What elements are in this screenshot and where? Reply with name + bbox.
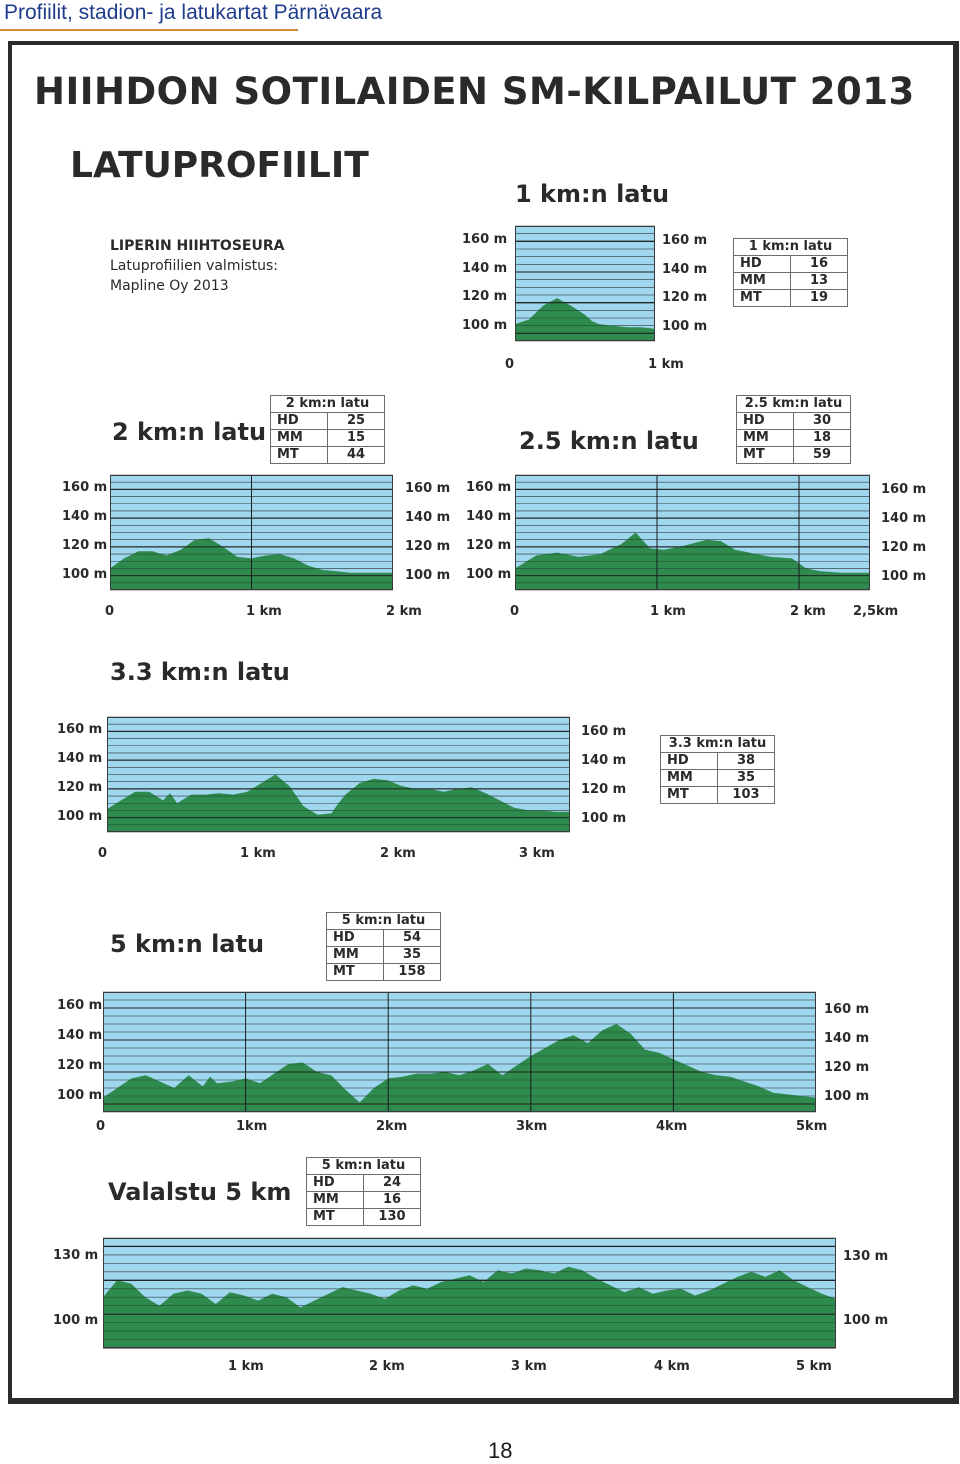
y-tick-label-right: 140 m <box>662 261 708 277</box>
stats-row <box>327 964 441 981</box>
y-tick-label-right: 100 m <box>881 569 927 584</box>
stats-value: 103 <box>718 787 775 804</box>
y-tick-label-right: 130 m <box>843 1249 889 1264</box>
x-tick-label: 2 km <box>380 846 416 861</box>
document-title: Profiilit, stadion- ja latukartat Pärnävaara <box>4 1 383 24</box>
y-tick-label-left: 120 m <box>57 1058 103 1073</box>
stats-key: MM <box>661 770 718 787</box>
x-tick-label: 3 km <box>519 846 555 861</box>
elevation-plot <box>103 1238 836 1348</box>
x-tick-label: 0 <box>505 357 515 372</box>
elevation-plot <box>103 992 816 1112</box>
stats-row <box>737 430 851 447</box>
stats-header: 1 km:n latu <box>734 239 848 256</box>
stats-value: 30 <box>794 413 851 430</box>
y-tick-label-left: 100 m <box>62 567 108 582</box>
elevation-plot <box>110 475 393 590</box>
x-tick-label: 3km <box>516 1119 548 1134</box>
stats-row <box>307 1192 421 1209</box>
x-tick-label: 1 km <box>648 357 684 372</box>
stats-row <box>327 947 441 964</box>
stats-key: HD <box>307 1175 364 1192</box>
y-tick-label-left: 160 m <box>57 722 103 737</box>
stats-row <box>661 770 775 787</box>
stats-row <box>661 753 775 770</box>
credits-org: LIPERIN HIIHTOSEURA <box>110 238 285 254</box>
header-underline <box>0 29 298 31</box>
stats-row <box>271 447 385 464</box>
stats-value: 54 <box>384 930 441 947</box>
y-tick-label-left: 120 m <box>57 780 103 795</box>
y-tick-label-right: 160 m <box>824 1002 870 1017</box>
stats-row <box>271 430 385 447</box>
x-tick-label: 2 km <box>369 1359 405 1374</box>
stats-key: MT <box>734 290 791 307</box>
y-tick-label-left: 100 m <box>466 567 512 582</box>
stats-table <box>660 735 775 804</box>
stats-value: 16 <box>791 256 848 273</box>
stats-key: MM <box>737 430 794 447</box>
elevation-plot <box>107 717 570 832</box>
stats-row <box>271 413 385 430</box>
page-number: 18 <box>488 1438 513 1463</box>
stats-value: 158 <box>384 964 441 981</box>
x-tick-label: 2 km <box>790 604 826 619</box>
y-tick-label-left: 100 m <box>57 809 103 824</box>
elevation-plot <box>515 226 655 341</box>
y-tick-label-right: 120 m <box>405 539 451 554</box>
x-tick-label: 1 km <box>246 604 282 619</box>
stats-header: 2 km:n latu <box>271 396 385 413</box>
stats-key: HD <box>734 256 791 273</box>
y-tick-label-left: 120 m <box>466 538 512 553</box>
stats-table <box>306 1157 421 1226</box>
stats-key: MM <box>734 273 791 290</box>
credits-block <box>110 236 284 296</box>
stats-value: 35 <box>718 770 775 787</box>
y-tick-label-left: 120 m <box>62 538 108 553</box>
stats-key: HD <box>737 413 794 430</box>
y-tick-label-left: 160 m <box>466 480 512 495</box>
y-tick-label-right: 160 m <box>405 481 451 496</box>
stats-row <box>734 256 848 273</box>
y-tick-label-left: 100 m <box>53 1313 99 1328</box>
stats-value: 18 <box>794 430 851 447</box>
stats-value: 44 <box>328 447 385 464</box>
stats-key: MT <box>327 964 384 981</box>
poster-subtitle: LATUPROFIILIT <box>70 145 369 186</box>
document-header <box>0 0 960 34</box>
stats-value: 59 <box>794 447 851 464</box>
stats-key: MT <box>271 447 328 464</box>
stats-value: 24 <box>364 1175 421 1192</box>
stats-key: HD <box>271 413 328 430</box>
y-tick-label-left: 130 m <box>53 1248 99 1263</box>
stats-row <box>661 787 775 804</box>
stats-row <box>307 1209 421 1226</box>
y-tick-label-left: 140 m <box>62 509 108 524</box>
x-tick-label: 5 km <box>796 1359 832 1374</box>
stats-key: HD <box>327 930 384 947</box>
y-tick-label-right: 140 m <box>581 753 627 768</box>
y-tick-label-right: 120 m <box>824 1060 870 1075</box>
stats-value: 15 <box>328 430 385 447</box>
stats-row <box>307 1175 421 1192</box>
stats-value: 35 <box>384 947 441 964</box>
track-title: 2 km:n latu <box>112 418 267 446</box>
credits-line-2: Mapline Oy 2013 <box>110 278 229 294</box>
x-tick-label: 0 <box>105 604 115 619</box>
y-tick-label-right: 160 m <box>581 724 627 739</box>
stats-row <box>737 413 851 430</box>
y-tick-label-left: 160 m <box>462 232 508 247</box>
y-tick-label-right: 100 m <box>581 811 627 826</box>
stats-value: 38 <box>718 753 775 770</box>
track-title: 5 km:n latu <box>110 930 265 958</box>
stats-value: 25 <box>328 413 385 430</box>
y-tick-label-left: 140 m <box>462 260 508 276</box>
track-title: 3.3 km:n latu <box>110 658 290 686</box>
stats-value: 19 <box>791 290 848 307</box>
stats-row <box>734 290 848 307</box>
y-tick-label-right: 160 m <box>881 482 927 497</box>
x-tick-label: 1 km <box>240 846 276 861</box>
stats-key: MM <box>271 430 328 447</box>
x-tick-label: 2km <box>376 1119 408 1134</box>
stats-header: 5 km:n latu <box>307 1158 421 1175</box>
x-tick-label: 4km <box>656 1119 688 1134</box>
elevation-plot <box>515 475 870 590</box>
y-tick-label-right: 140 m <box>881 511 927 526</box>
y-tick-label-right: 140 m <box>405 510 451 525</box>
stats-table <box>326 912 441 981</box>
y-tick-label-right: 120 m <box>581 782 627 797</box>
x-tick-label: 0 <box>510 604 520 619</box>
stats-row <box>327 930 441 947</box>
x-tick-label: 1 km <box>228 1359 264 1374</box>
stats-table <box>736 395 851 464</box>
x-tick-label: 1km <box>236 1119 268 1134</box>
stats-value: 13 <box>791 273 848 290</box>
credits-line-1: Latuprofiilien valmistus: <box>110 258 279 274</box>
stats-value: 130 <box>364 1209 421 1226</box>
stats-header: 3.3 km:n latu <box>661 736 775 753</box>
y-tick-label-left: 140 m <box>466 509 512 524</box>
poster-title: HIIHDON SOTILAIDEN SM-KILPAILUT 2013 <box>34 70 915 113</box>
track-title: Valalstu 5 km <box>108 1178 292 1206</box>
stats-key: MT <box>661 787 718 804</box>
y-tick-label-left: 120 m <box>462 289 508 304</box>
y-tick-label-right: 120 m <box>662 290 708 305</box>
x-tick-label: 4 km <box>654 1359 690 1374</box>
y-tick-label-right: 100 m <box>824 1089 870 1104</box>
stats-key: MM <box>327 947 384 964</box>
y-tick-label-left: 160 m <box>57 998 103 1013</box>
x-tick-label: 2,5km <box>853 604 899 619</box>
x-tick-label: 3 km <box>511 1359 547 1374</box>
y-tick-label-right: 100 m <box>405 568 451 583</box>
y-tick-label-right: 120 m <box>881 540 927 555</box>
x-tick-label: 2 km <box>386 604 422 619</box>
stats-row <box>734 273 848 290</box>
stats-key: MT <box>307 1209 364 1226</box>
stats-key: MM <box>307 1192 364 1209</box>
y-tick-label-right: 100 m <box>662 318 708 334</box>
y-tick-label-left: 100 m <box>57 1088 103 1103</box>
x-tick-label: 1 km <box>650 604 686 619</box>
stats-header: 5 km:n latu <box>327 913 441 930</box>
x-tick-label: 5km <box>796 1119 828 1134</box>
stats-header: 2.5 km:n latu <box>737 396 851 413</box>
stats-table <box>270 395 385 464</box>
y-tick-label-left: 160 m <box>62 480 108 495</box>
y-tick-label-right: 160 m <box>662 233 708 248</box>
stats-row <box>737 447 851 464</box>
track-title: 1 km:n latu <box>515 180 670 208</box>
stats-key: HD <box>661 753 718 770</box>
x-tick-label: 0 <box>98 846 108 861</box>
y-tick-label-left: 140 m <box>57 751 103 766</box>
stats-table <box>733 238 848 307</box>
stats-value: 16 <box>364 1192 421 1209</box>
x-tick-label: 0 <box>96 1119 106 1134</box>
stats-key: MT <box>737 447 794 464</box>
y-tick-label-left: 140 m <box>57 1028 103 1043</box>
track-title: 2.5 km:n latu <box>519 427 699 455</box>
y-tick-label-right: 100 m <box>843 1313 889 1328</box>
y-tick-label-left: 100 m <box>462 317 508 333</box>
y-tick-label-right: 140 m <box>824 1031 870 1046</box>
